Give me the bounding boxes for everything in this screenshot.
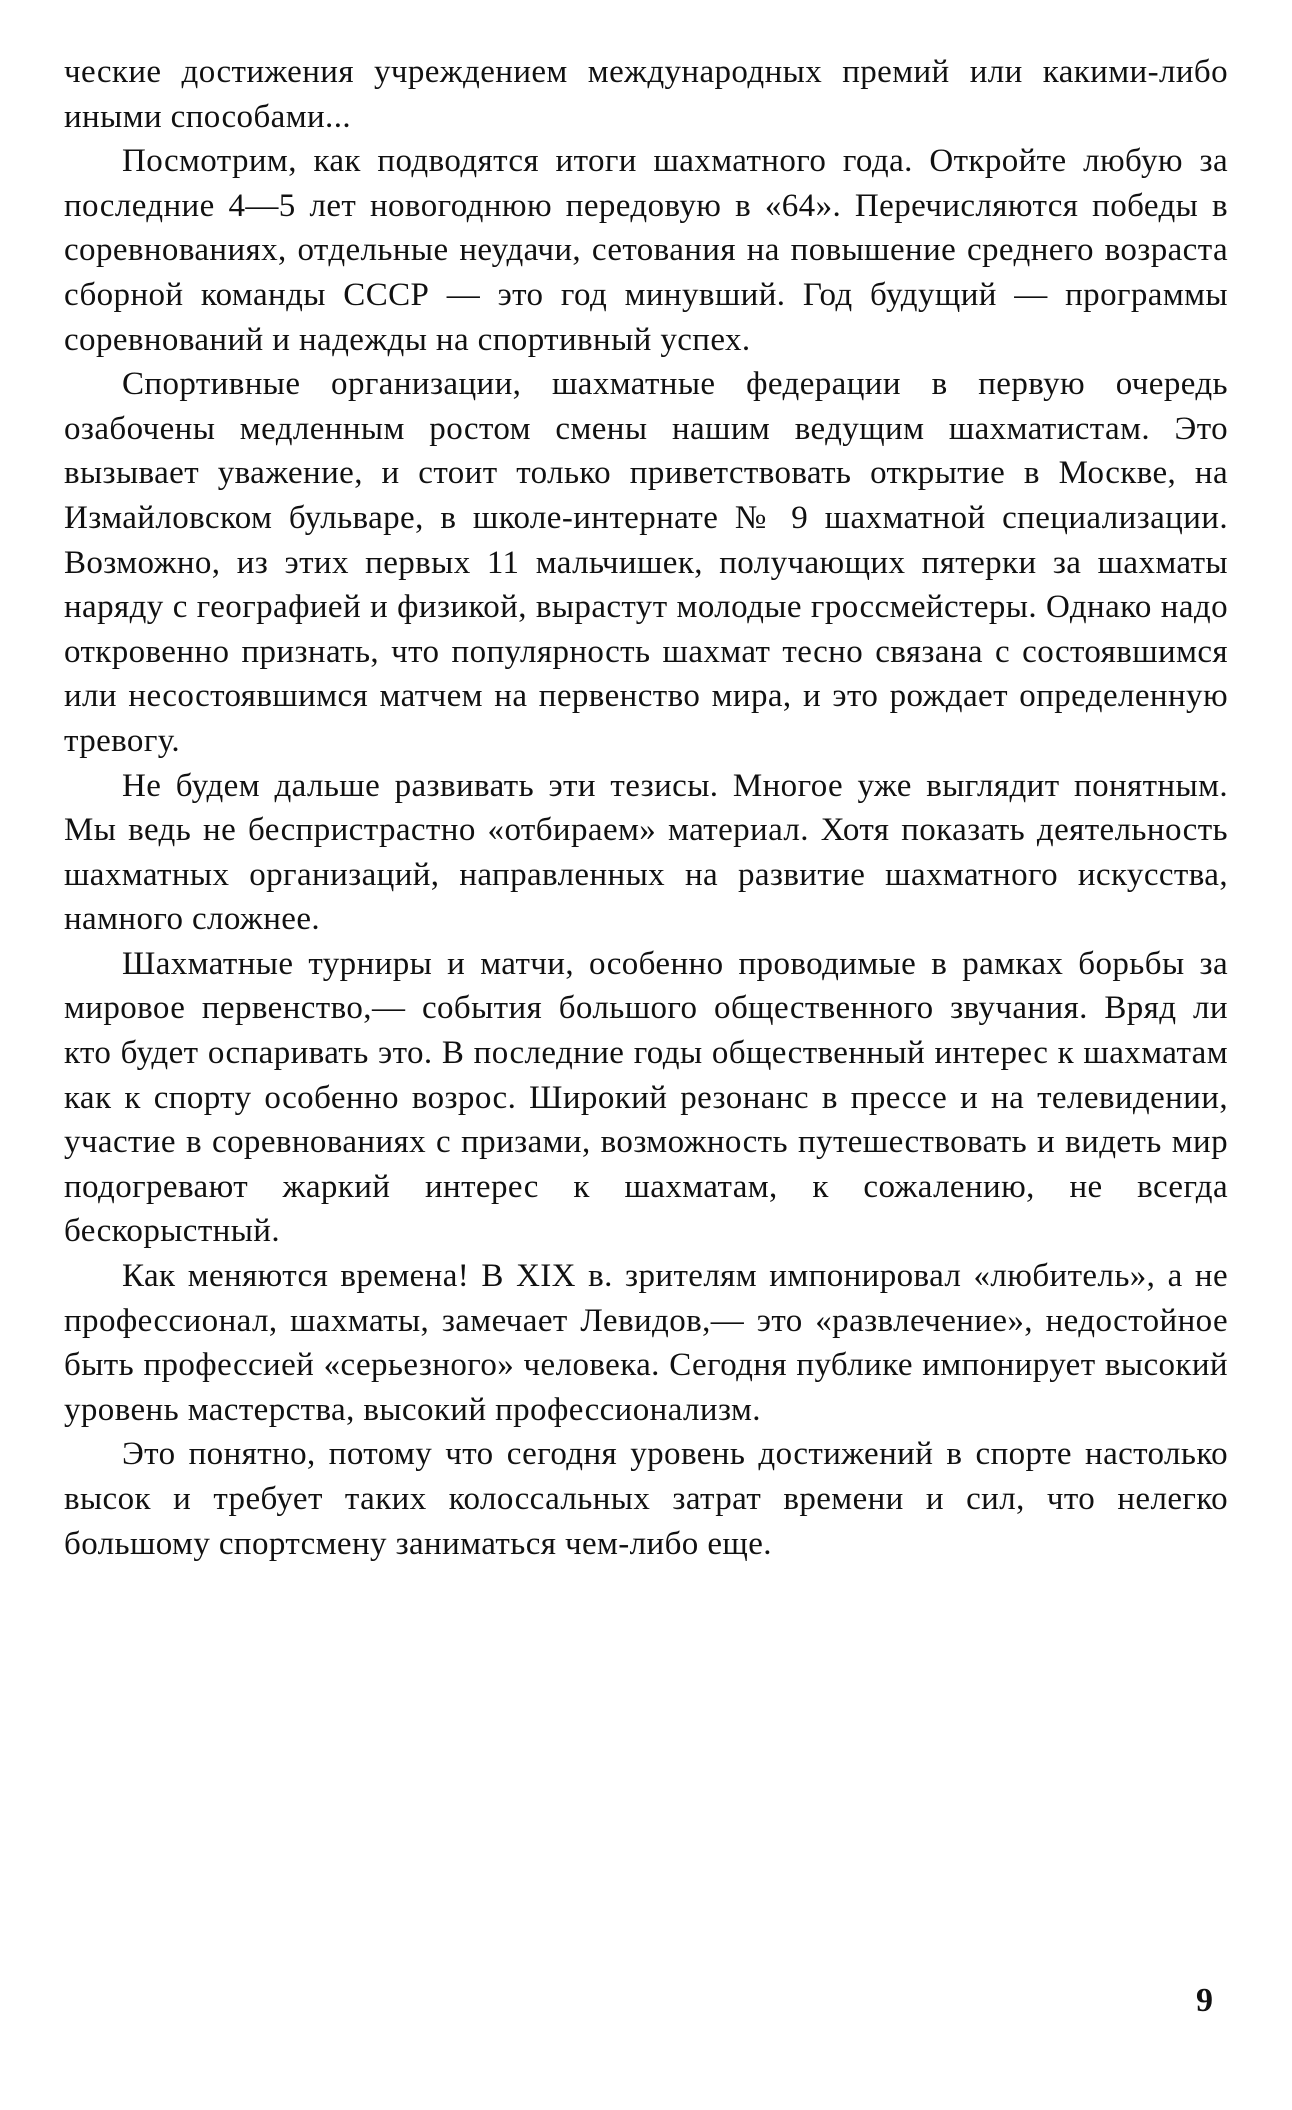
paragraph-sports-organizations: Спортивные организации, шахматные федерации в первую очередь озабочены медленным ростом смены нашим ведущим шахматистам. Это вызывает уважение, и стоит только приветствовать открытие в Москве, на Измайловском бульваре, в школе-интернате № 9 шахматной специализации. Возможно, из этих первых 11 мальчишек, получающих пятерки за шахматы наряду с географией и физикой, вырастут молодые гроссмейстеры. Однако надо откровенно признать, что популярность шахмат тесно связана с состоявшимся или несостоявшимся матчем на первенство мира, и это рождает определенную тревогу. (64, 366, 1228, 759)
page-number: 9 (1196, 1982, 1213, 2019)
paragraph-chess-year: Посмотрим, как подводятся итоги шахматного года. Откройте любую за последние 4—5 лет новогоднюю передовую в «64». Перечисляются победы в соревнованиях, отдельные неудачи, сетования на повышение среднего возраста сборной команды СССР — это год минувший. Год будущий — программы соревнований и надежды на спортивный успех. (64, 143, 1228, 358)
page-body (64, 50, 1228, 1566)
paragraph-times-change: Как меняются времена! В XIX в. зрителям импонировал «любитель», а не профессионал, шахматы, замечает Левидов,— это «развлечение», недостойное быть профессией «серьезного» человека. Сегодня публике импонирует высокий уровень мастерства, высокий профессионализм. (64, 1258, 1228, 1428)
paragraph-continuation: ческие достижения учреждением международных премий или какими-либо иными способами... (64, 54, 1228, 135)
paragraph-tournaments: Шахматные турниры и матчи, особенно проводимые в рамках борьбы за мировое первенство,— события большого общественного звучания. Вряд ли кто будет оспаривать это. В последние годы общественный интерес к шахматам как к спорту особенно возрос. Широкий резонанс в прессе и на телевидении, участие в соревнованиях с призами, возможность путешествовать и видеть мир подогревают жаркий интерес к шахматам, к сожалению, не всегда бескорыстный. (64, 945, 1228, 1250)
paragraph-conclusion: Это понятно, потому что сегодня уровень достижений в спорте настолько высок и требует таких колоссальных затрат времени и сил, что нелегко большому спортсмену заниматься чем-либо еще. (64, 1436, 1228, 1562)
paragraph-theses: Не будем дальше развивать эти тезисы. Многое уже выглядит понятным. Мы ведь не беспристрастно «отбираем» материал. Хотя показать деятельность шахматных организаций, направленных на развитие шахматного искусства, намного сложнее. (64, 767, 1228, 938)
